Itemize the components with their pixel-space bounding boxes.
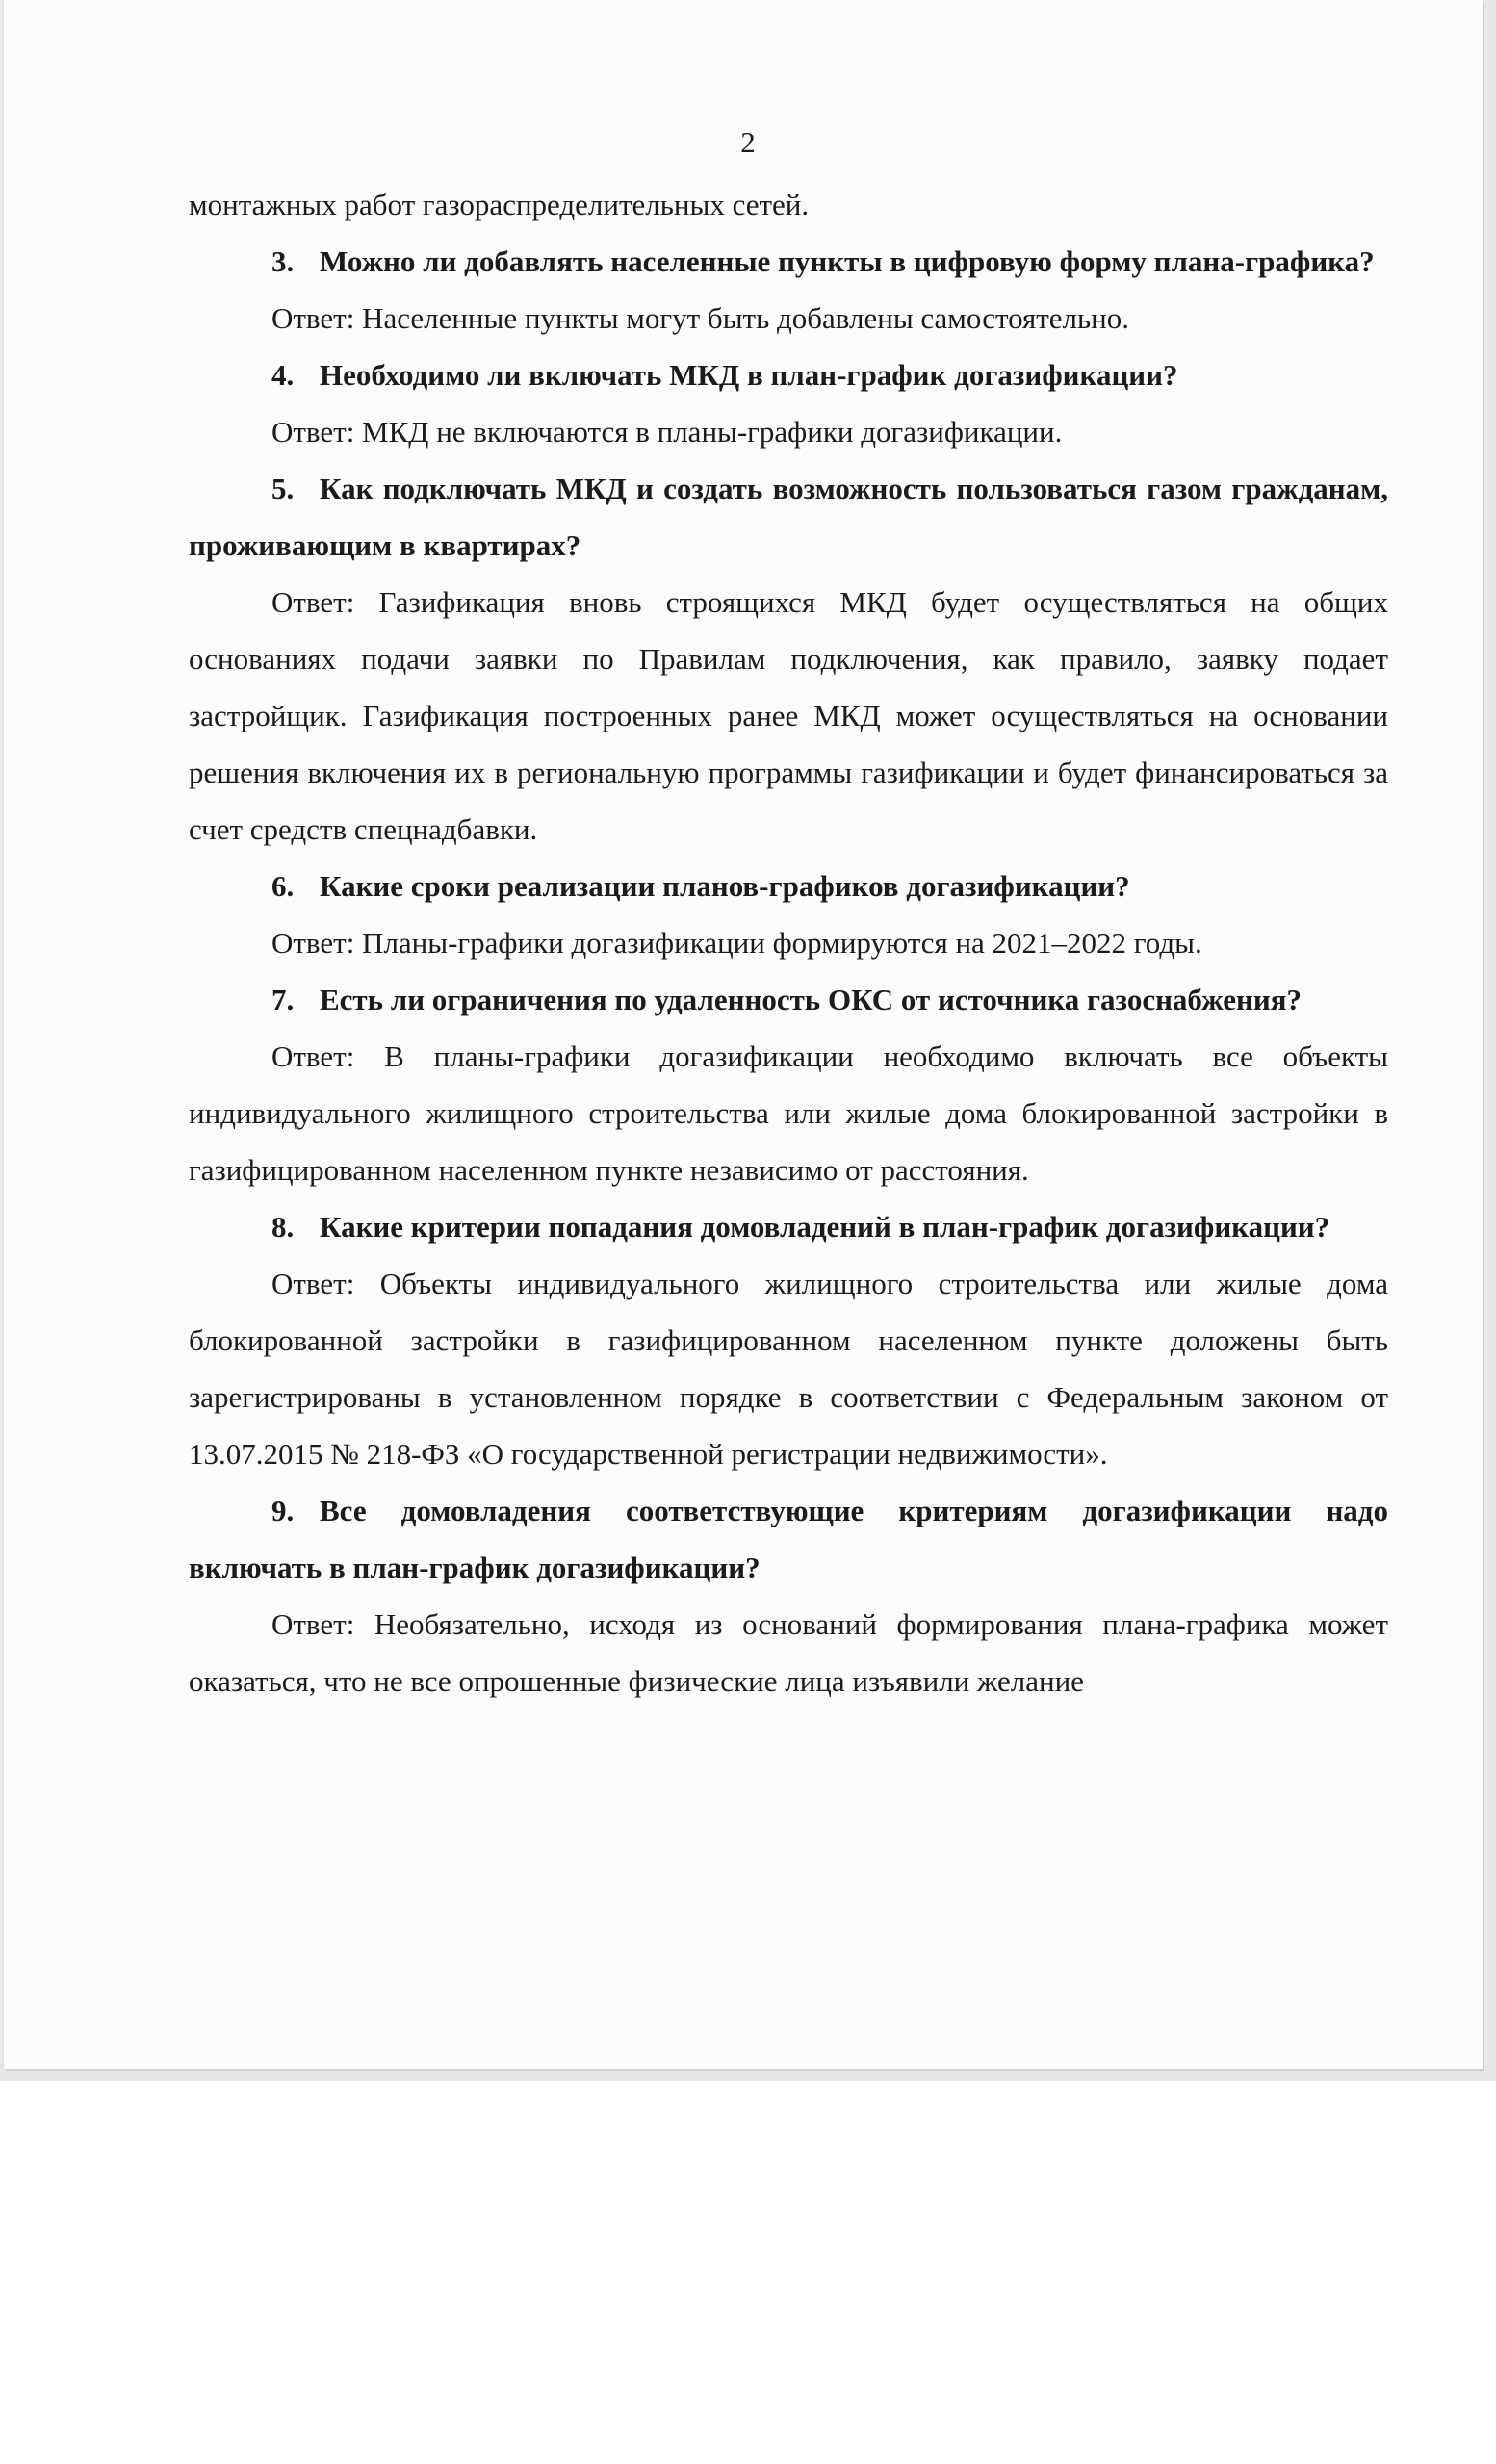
answer-4: Ответ: МКД не включаются в планы-графики догазификации. [271,415,1063,449]
question-text: Как подключать МКД и создать возможность пользоваться газом гражданам, проживающим в квартирах? [189,472,1388,562]
answer-9: Ответ: Необязательно, исходя из оснований формирования плана-графика может оказаться, что не все опрошенные физические лица изъявили желание [189,1607,1388,1698]
question-9 [189,1482,1388,1596]
question-text: Можно ли добавлять населенные пункты в цифровую форму плана-графика? [320,244,1375,278]
answer-3: Ответ: Населенные пункты могут быть добавлены самостоятельно. [271,301,1130,335]
answer-6: Ответ: Планы-графики догазификации формируются на 2021–2022 годы. [271,926,1202,960]
question-text: Необходимо ли включать МКД в план-график догазификации? [320,358,1178,392]
question-number: 6. [271,869,295,903]
question-number: 9. [271,1494,295,1527]
question-5 [189,460,1388,574]
question-number: 8. [271,1210,295,1244]
question-text: Все домовладения соответствующие критериям догазификации надо включать в план-график догазификации? [189,1494,1388,1584]
question-number: 3. [271,244,295,278]
question-6 [189,858,1388,914]
intro-continuation: монтажных работ газораспределительных сетей. [189,188,810,221]
question-text: Какие сроки реализации планов-графиков догазификации? [320,869,1130,903]
question-number: 5. [271,472,295,505]
question-text: Есть ли ограничения по удаленность ОКС от источника газоснабжения? [320,983,1302,1016]
question-4 [189,346,1388,403]
blank-area-below-page [0,2081,1496,2464]
question-8 [189,1198,1388,1255]
question-number: 4. [271,358,295,392]
question-text: Какие критерии попадания домовладений в план-график догазификации? [320,1210,1330,1244]
document-text [189,176,1388,1709]
question-3 [189,233,1388,290]
answer-8: Ответ: Объекты индивидуального жилищного строительства или жилые дома блокированной застройки в газифицированном населенном пункте доложены быть зарегистрированы в установленном порядке в соответствии с Федеральным законом от 13.07.2015 № 218-ФЗ «О государственной регистрации недвижимости». [189,1267,1388,1471]
answer-7: Ответ: В планы-графики догазификации необходимо включать все объекты индивидуального жилищного строительства или жилые дома блокированной застройки в газифицированном населенном пункте независимо от расстояния. [189,1040,1388,1187]
answer-5: Ответ: Газификация вновь строящихся МКД будет осуществляться на общих основаниях подачи заявки по Правилам подключения, как правило, заявку подает застройщик. Газификация построенных ранее МКД может осуществляться на основании решения включения их в региональную программы газификации и будет финансироваться за счет средств спецнадбавки. [189,585,1388,846]
page-number: 2 [740,125,756,159]
question-number: 7. [271,983,295,1016]
question-7 [189,971,1388,1028]
